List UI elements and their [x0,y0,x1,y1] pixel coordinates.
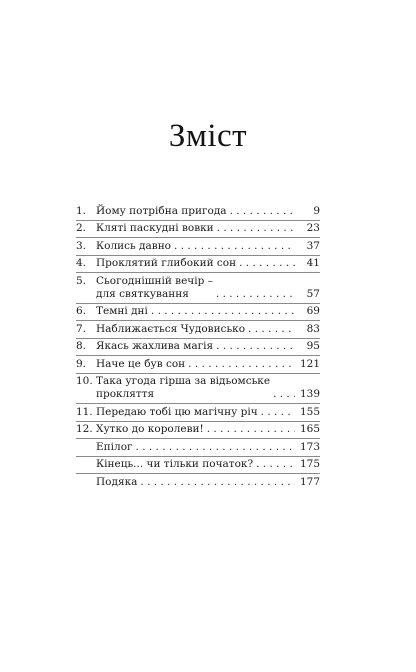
toc-number: 9. [76,357,87,370]
toc-entry-7[interactable] [76,323,320,336]
toc-title: Така угода гірша за відьомське [96,375,271,387]
toc-title: Сьогоднішній вечір – [96,274,213,287]
dot-leader [216,341,295,352]
toc-title: Подяка [96,475,138,488]
toc-title-continued: прокляття [96,388,155,400]
toc-page: 23 [306,222,320,234]
toc-title: Темні дні [96,305,148,317]
toc-page: 57 [306,287,320,300]
toc-page: 173 [299,440,320,453]
toc-page: 139 [299,388,320,400]
toc-number: 7. [76,322,87,335]
toc-entry-8[interactable] [76,340,320,353]
toc-page: 165 [299,423,320,435]
toc-entry-5[interactable] [76,275,320,301]
toc-number: 3. [76,239,87,252]
toc-page: 155 [299,405,320,418]
toc-entry-2[interactable] [76,222,320,235]
toc-page: 83 [306,322,320,335]
toc-title-continued: для святкування [96,287,189,300]
toc-number: 11. [76,405,93,418]
toc-entry-10[interactable] [76,375,320,401]
toc-entry-9[interactable] [76,358,320,371]
toc-title: Колись давно [96,239,172,252]
toc-entry-6[interactable] [76,305,320,318]
toc-entry-1[interactable] [76,205,320,218]
dot-leader [239,258,295,269]
toc-entry-ending[interactable] [76,458,320,471]
dot-leader [188,359,295,370]
dot-leader [261,407,295,418]
toc-entry-12[interactable] [76,423,320,436]
toc-page: 37 [306,239,320,252]
toc-number: 12. [76,423,93,435]
toc-number: 8. [76,340,87,352]
toc-number: 1. [76,205,87,217]
toc-page: 177 [299,475,320,488]
toc-number: 5. [76,274,87,287]
toc-page: 9 [313,205,320,217]
toc-title: Наче це був сон [96,357,186,370]
toc-number: 4. [76,257,87,269]
dot-leader [217,223,295,234]
toc-number: 6. [76,305,87,317]
toc-page: 41 [306,257,320,269]
toc-entry-11[interactable] [76,406,320,419]
toc-page: 95 [306,340,320,352]
toc-entry-4[interactable] [76,257,320,270]
toc-title: Кінець... чи тільки початок? [96,458,254,470]
table-of-contents [76,205,320,493]
toc-title: Проклятий глибокий сон [96,257,237,269]
dot-leader [230,206,295,217]
toc-title: Епілог [96,440,133,453]
toc-entry-3[interactable] [76,240,320,253]
toc-entry-acknowledgements[interactable] [76,476,320,489]
toc-title: Передаю тобі цю магічну річ [96,405,258,418]
toc-entry-epilogue[interactable] [76,441,320,454]
dot-leader [216,289,295,300]
toc-title: Кляті паскудні вовки [96,222,214,234]
toc-page: 175 [299,458,320,470]
dot-leader [207,424,295,435]
toc-number: 10. [76,375,93,387]
toc-title: Йому потрібна пригода [96,205,227,217]
toc-number: 2. [76,222,87,234]
toc-title: Хутко до королеви! [96,423,204,435]
toc-page: 69 [306,305,320,317]
dot-leader [273,389,295,400]
page-title: Зміст [168,118,248,154]
toc-title: Наближається Чудовисько [96,322,246,335]
dot-leader [151,306,295,317]
dot-leader [174,241,295,252]
dot-leader [256,459,295,470]
dot-leader [136,442,295,453]
toc-title: Якась жахлива магія [96,340,214,352]
toc-page: 121 [299,357,320,370]
dot-leader [248,324,295,335]
dot-leader [140,477,295,488]
